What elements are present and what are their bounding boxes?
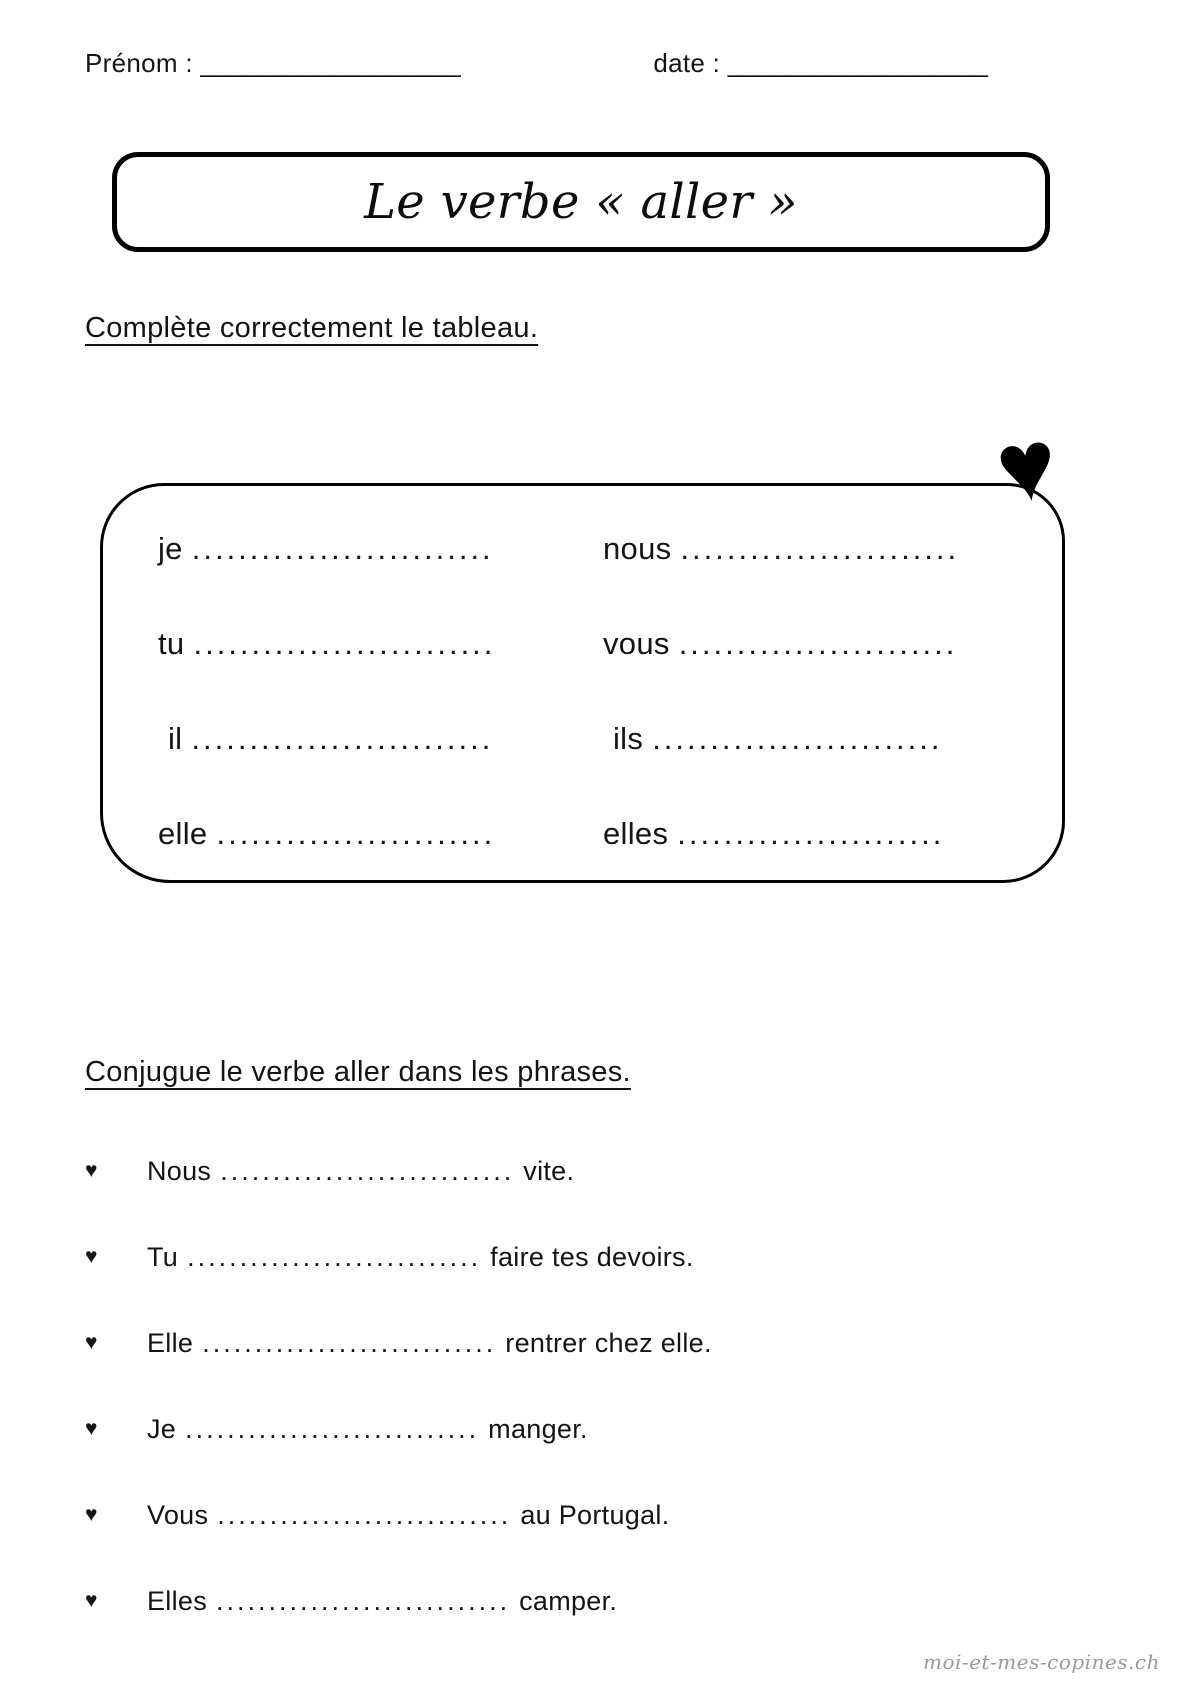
table-cell-vous — [603, 626, 1062, 662]
sentence-rest: manger. — [488, 1413, 588, 1444]
heart-bullet-icon: ♥ — [85, 1159, 98, 1182]
list-item-nous — [85, 1128, 1128, 1214]
sentence-pronoun: Vous — [147, 1499, 209, 1530]
prenom-field — [85, 48, 461, 79]
answer-blank: ............................ — [202, 1327, 497, 1358]
date-field — [653, 48, 988, 79]
answer-blank: ............................ — [187, 1241, 482, 1272]
sentences-section-heading: Conjugue le verbe aller dans les phrases. — [85, 1056, 631, 1088]
answer-blank: ........................ — [216, 815, 496, 851]
sentence-pronoun: Elle — [147, 1327, 194, 1358]
sentence-pronoun: Tu — [147, 1241, 179, 1272]
sentences-list — [85, 1128, 1128, 1644]
prenom-label: Prénom : — [85, 48, 193, 78]
answer-blank: ............................ — [217, 1499, 512, 1530]
sentence-pronoun: Nous — [147, 1155, 212, 1186]
sentence-rest: au Portugal. — [520, 1499, 670, 1530]
sentence-pronoun: Elles — [147, 1585, 208, 1616]
page-title: Le verbe « aller » — [364, 174, 798, 230]
heart-bullet-icon: ♥ — [85, 1331, 98, 1354]
table-cell-je — [158, 531, 603, 567]
table-cell-elle — [158, 816, 603, 852]
pronoun-label: vous — [603, 625, 670, 661]
conjugation-grid — [103, 486, 1062, 880]
pronoun-label: ils — [613, 720, 644, 756]
sentence-rest: vite. — [523, 1155, 575, 1186]
answer-blank: ........................ — [680, 530, 960, 566]
pronoun-label: je — [158, 530, 183, 566]
date-label: date : — [653, 48, 721, 78]
table-cell-tu — [158, 626, 603, 662]
heart-icon: ♥ — [989, 406, 1065, 526]
pronoun-label: il — [168, 720, 183, 756]
answer-blank: .......................... — [191, 720, 494, 756]
answer-blank: ............................ — [185, 1413, 480, 1444]
list-item-je — [85, 1386, 1128, 1472]
answer-blank: ............................ — [220, 1155, 515, 1186]
pronoun-label: tu — [158, 625, 185, 661]
pronoun-label: elle — [158, 815, 208, 851]
list-item-tu — [85, 1214, 1128, 1300]
list-item-vous — [85, 1472, 1128, 1558]
heart-bullet-icon: ♥ — [85, 1417, 98, 1440]
sentence-rest: faire tes devoirs. — [490, 1241, 694, 1272]
sentence-rest: camper. — [519, 1585, 618, 1616]
table-cell-elles — [603, 816, 1062, 852]
table-cell-ils — [603, 721, 1062, 757]
sentence-pronoun: Je — [147, 1413, 177, 1444]
heart-bullet-icon: ♥ — [85, 1589, 98, 1612]
list-item-elles — [85, 1558, 1128, 1644]
conjugation-table-box — [100, 483, 1065, 883]
site-watermark: moi-et-mes-copines.ch — [923, 1650, 1160, 1674]
sentence-rest: rentrer chez elle. — [505, 1327, 712, 1358]
table-section-heading: Complète correctement le tableau. — [85, 312, 539, 344]
answer-blank: ......................... — [652, 720, 943, 756]
prenom-blank-line: __________________ — [200, 48, 461, 78]
heart-bullet-icon: ♥ — [85, 1245, 98, 1268]
answer-blank: ........................ — [678, 625, 958, 661]
heart-bullet-icon: ♥ — [85, 1503, 98, 1526]
date-blank-line: __________________ — [727, 48, 988, 78]
list-item-elle — [85, 1300, 1128, 1386]
table-cell-nous — [603, 531, 1062, 567]
pronoun-label: elles — [603, 815, 669, 851]
table-cell-il — [158, 721, 603, 757]
pronoun-label: nous — [603, 530, 672, 566]
answer-blank: .......................... — [193, 625, 496, 661]
answer-blank: ............................ — [216, 1585, 511, 1616]
answer-blank: ....................... — [677, 815, 945, 851]
title-box — [112, 152, 1050, 252]
header — [85, 48, 988, 79]
answer-blank: .......................... — [191, 530, 494, 566]
